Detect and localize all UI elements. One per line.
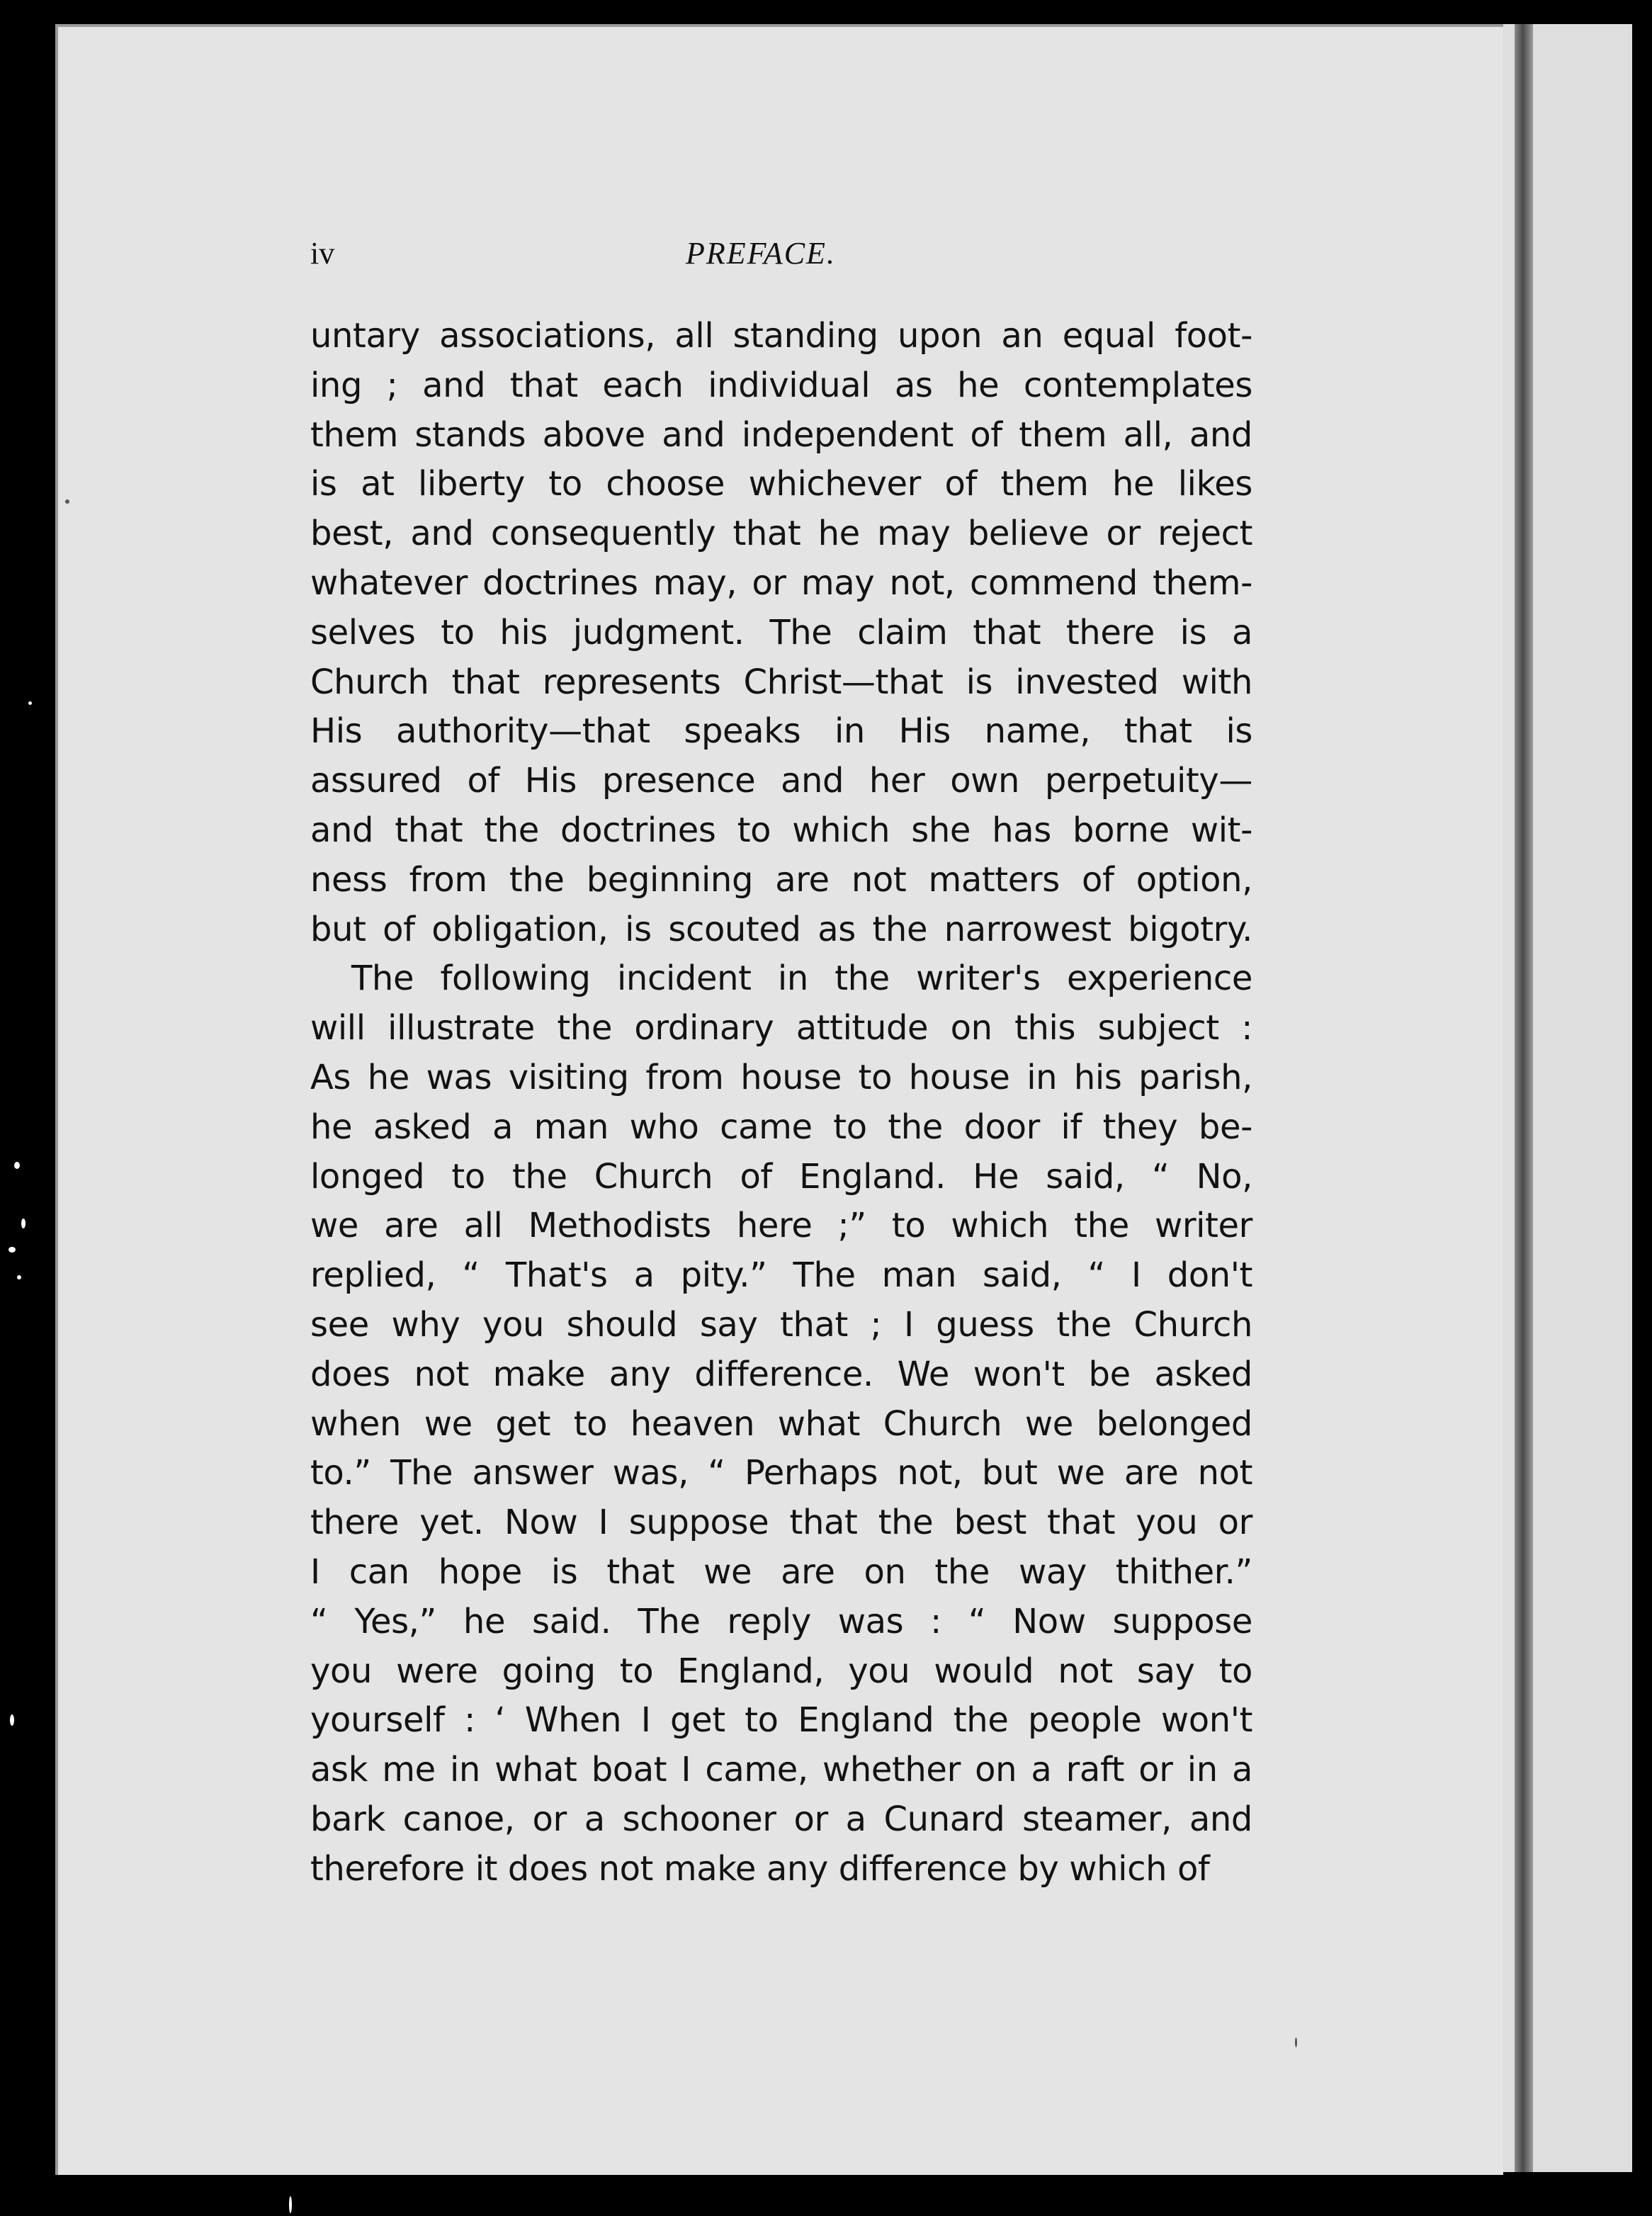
text-line: does not make any difference. We won't be asked [310,1354,1252,1394]
text-line: whatever doctrines may, or may not, commend them- [310,563,1252,603]
body-text [310,312,1252,1894]
scan-speck [65,499,69,504]
running-head [310,235,1252,281]
scan-speck [9,1247,16,1253]
page-number: iv [310,236,335,271]
text-line: and that the doctrines to which she has borne wit- [310,810,1252,850]
scan-speck [17,1275,21,1279]
text-line: therefore it does not make any difference by which of [310,1848,1210,1889]
scan-speck [28,701,32,705]
text-line: but of obligation, is scouted as the narrowest bigotry. [310,909,1252,949]
text-line: ness from the beginning are not matters of option, [310,859,1252,900]
paragraph-first-line: The following incident in the writer's experience [351,959,1252,999]
page-title: PREFACE. [686,236,836,271]
text-line: untary associations, all standing upon an equal foot- [310,316,1252,356]
text-line: there yet. Now I suppose that the best that you or [310,1503,1252,1543]
text-line: replied, “ That's a pity.” The man said, “ I don't [310,1255,1252,1296]
text-line: ing ; and that each individual as he contemplates [310,365,1252,405]
text-line: them stands above and independent of them all, and [310,414,1252,455]
text-line: selves to his judgment. The claim that there is a [310,612,1252,652]
text-line: assured of His presence and her own perpetuity— [310,761,1252,801]
text-line: we are all Methodists here ;” to which the writer [310,1206,1252,1246]
scan-speck [289,2196,292,2213]
text-line: “ Yes,” he said. The reply was : “ Now suppose [310,1601,1252,1641]
text-line: His authority—that speaks in His name, that is [310,711,1252,752]
binding-gutter [1515,24,1533,2172]
text-line: yourself : ‘ When I get to England the people won't [310,1700,1252,1741]
text-line: he asked a man who came to the door if they be- [310,1107,1252,1147]
text-line: to.” The answer was, “ Perhaps not, but we are not [310,1453,1252,1493]
text-line: ask me in what boat I came, whether on a raft or in a [310,1750,1252,1790]
text-line: As he was visiting from house to house in his parish, [310,1057,1252,1097]
text-line: longed to the Church of England. He said, “ No, [310,1156,1252,1197]
text-line: Church that represents Christ—that is invested with [310,662,1252,702]
text-line: bark canoe, or a schooner or a Cunard steamer, and [310,1799,1252,1839]
scan-speck [10,1714,14,1726]
scan-speck [14,1162,20,1169]
text-line: you were going to England, you would not say to [310,1651,1252,1691]
text-line: I can hope is that we are on the way thither.” [310,1551,1252,1592]
scan-speck [21,1219,26,1228]
text-line: best, and consequently that he may believe or reject [310,514,1252,554]
text-line: when we get to heaven what Church we belonged [310,1403,1252,1444]
text-line: will illustrate the ordinary attitude on this subject : [310,1008,1252,1048]
scan-speck [1295,2037,1297,2047]
text-line: see why you should say that ; I guess the Church [310,1304,1252,1345]
text-line: is at liberty to choose whichever of them he likes [310,464,1252,504]
